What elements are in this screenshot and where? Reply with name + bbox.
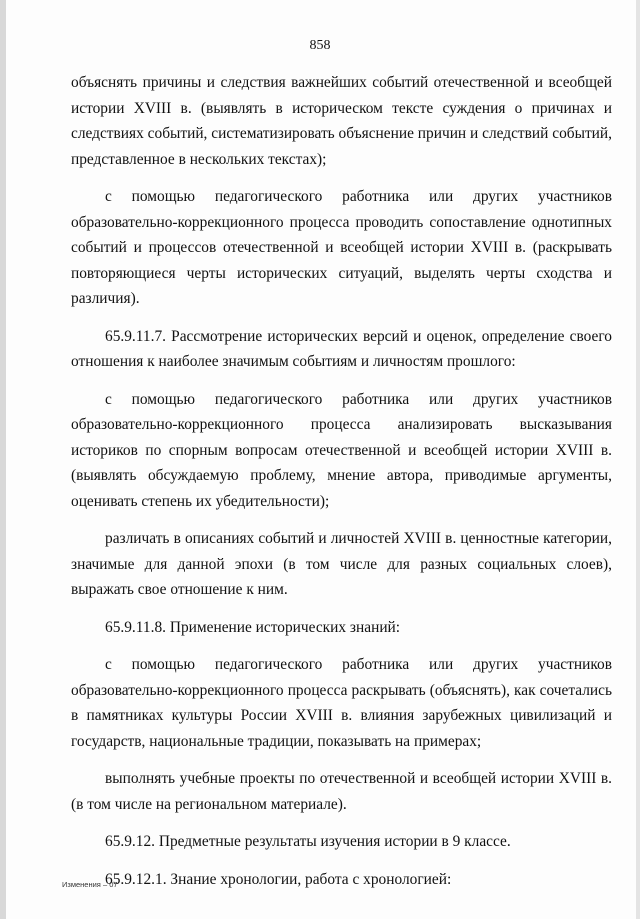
- paragraph: 65.9.11.8. Применение исторических знаний:: [105, 618, 401, 636]
- paragraph: с помощью педагогического работника или других участников образовательно-коррекционного процесса проводить сопоставление однотипных событий и процессов отечественной и всеобщей истории XVIII в. (раскрывать повторяющиеся черты исторических ситуаций, выделять черты сходства и различия).: [71, 188, 612, 307]
- paragraph: объяснять причины и следствия важнейших событий отечественной и всеобщей истории XVIII в. (выявлять в историческом тексте суждения о причинах и следствиях событий, систематизировать объяснение причин и следствий событий, представленное в нескольких текстах);: [71, 74, 612, 168]
- paragraph: с помощью педагогического работника или других участников образовательно-коррекционного процесса раскрывать (объяснять), как сочетались в памятниках культуры России XVIII в. влияния зарубежных цивилизаций и государств, национальные традиции, показывать на примерах;: [71, 656, 612, 750]
- paragraph: 65.9.11.7. Рассмотрение исторических версий и оценок, определение своего отношения к наиболее значимым событиям и личностям прошлого:: [71, 327, 612, 370]
- scan-edge-right: [636, 0, 640, 919]
- paragraph: с помощью педагогического работника или других участников образовательно-коррекционного процесса анализировать высказывания историков по спорным вопросам отечественной и всеобщей истории XVIII в. (выявлять обсуждаемую проблему, мнение автора, приводимые аргументы, оценивать степень их убедительности);: [71, 390, 612, 510]
- footer-revision-note: Изменения – 07: [62, 880, 118, 889]
- paragraph: различать в описаниях событий и личностей XVIII в. ценностные категории, значимые для данной эпохи (в том числе для разных социальных слоев), выражать свое отношение к ним.: [71, 530, 612, 598]
- page-number: 858: [309, 38, 331, 53]
- paragraph: выполнять учебные проекты по отечественной и всеобщей истории XVIII в. (в том числе на региональном материале).: [71, 770, 612, 813]
- scan-edge-left: [0, 0, 6, 919]
- paragraph: 65.9.12.1. Знание хронологии, работа с хронологией:: [105, 870, 452, 888]
- paragraph: 65.9.12. Предметные результаты изучения истории в 9 классе.: [105, 833, 511, 850]
- document-body: [71, 70, 612, 904]
